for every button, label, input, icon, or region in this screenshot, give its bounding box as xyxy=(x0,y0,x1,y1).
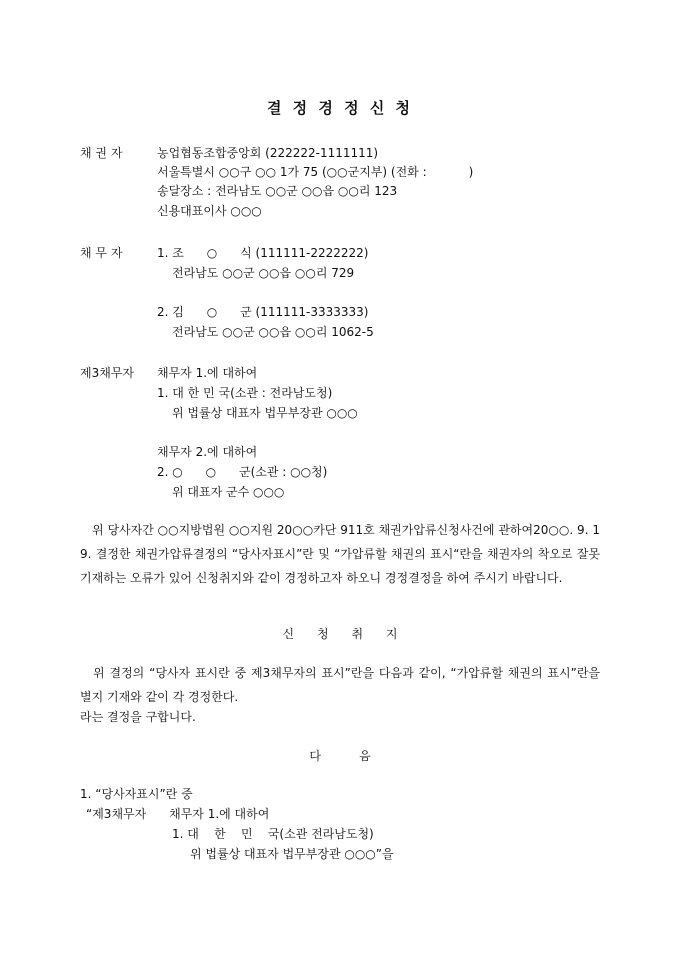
creditor-address: 서울특별시 ○○구 ○○ 1가 75 (○○군지부) (전화 : ) xyxy=(157,165,474,179)
debtor-1-address: 전라남도 ○○군 ○○읍 ○○리 729 xyxy=(172,266,355,280)
creditor-representative: 신용대표이사 ○○○ xyxy=(157,204,262,218)
following-heading: 다 음 xyxy=(309,749,371,763)
debtor-label: 채 무 자 xyxy=(80,246,123,260)
purpose-paragraph: 위 결정의 “당사자 표시란 중 제3채무자의 표시”란을 다음과 같이, “가압류할 채권의 표시”란을 별지 기재와 같이 각 경정한다. xyxy=(80,666,600,704)
debtor-2-name: 2. 김 ○ 군 (111111-3333333) xyxy=(157,305,369,319)
third-debtor-label: 제3채무자 xyxy=(80,366,135,380)
third-debtor-group2-representative: 위 대표자 군수 ○○○ xyxy=(172,485,285,499)
debtor-2-address: 전라남도 ○○군 ○○읍 ○○리 1062-5 xyxy=(172,325,374,339)
item1-sub: “제3채무자 채무자 1.에 대하여 xyxy=(86,807,270,821)
purpose-closing: 라는 결정을 구합니다. xyxy=(80,710,196,724)
purpose-heading: 신 청 취 지 xyxy=(282,627,398,641)
item1-header: 1. “당사자표시”란 중 xyxy=(80,787,193,801)
third-debtor-group2-entity: 2. ○ ○ 군(소관 : ○○청) xyxy=(157,465,328,479)
creditor-name: 농업협동조합중앙회 (222222-1111111) xyxy=(157,146,379,160)
document-title: 결 정 경 정 신 청 xyxy=(266,99,414,117)
creditor-service-address: 송달장소 : 전라남도 ○○군 ○○읍 ○○리 123 xyxy=(157,184,398,198)
third-debtor-group1-representative: 위 법률상 대표자 법무부장관 ○○○ xyxy=(172,406,358,420)
item1-entity: 1. 대 한 민 국(소관 전라남도청) xyxy=(172,827,374,841)
item1-representative: 위 법률상 대표자 법무부장관 ○○○”을 xyxy=(190,847,394,861)
third-debtor-group1-entity: 1. 대 한 민 국(소관 : 전라남도청) xyxy=(157,386,333,400)
debtor-1-name: 1. 조 ○ 식 (111111-2222222) xyxy=(157,246,369,260)
third-debtor-group2-header: 채무자 2.에 대하여 xyxy=(157,445,258,459)
third-debtor-group1-header: 채무자 1.에 대하여 xyxy=(157,366,258,380)
intro-paragraph: 위 당사자간 ○○지방법원 ○○지원 20○○카단 911호 채권가압류신청사건에 관하여20○○. 9. 19. 결정한 채권가압류결정의 “당사자표시”란 및 “가압류할 채권의 표시“란을 채권자의 착오로 잘못 기재하는 오류가 있어 신청취지와 같이 경정하고자 하오니 경정결정을 하여 주시기 바랍니다. xyxy=(80,523,600,585)
creditor-label: 채 권 자 xyxy=(80,146,123,160)
